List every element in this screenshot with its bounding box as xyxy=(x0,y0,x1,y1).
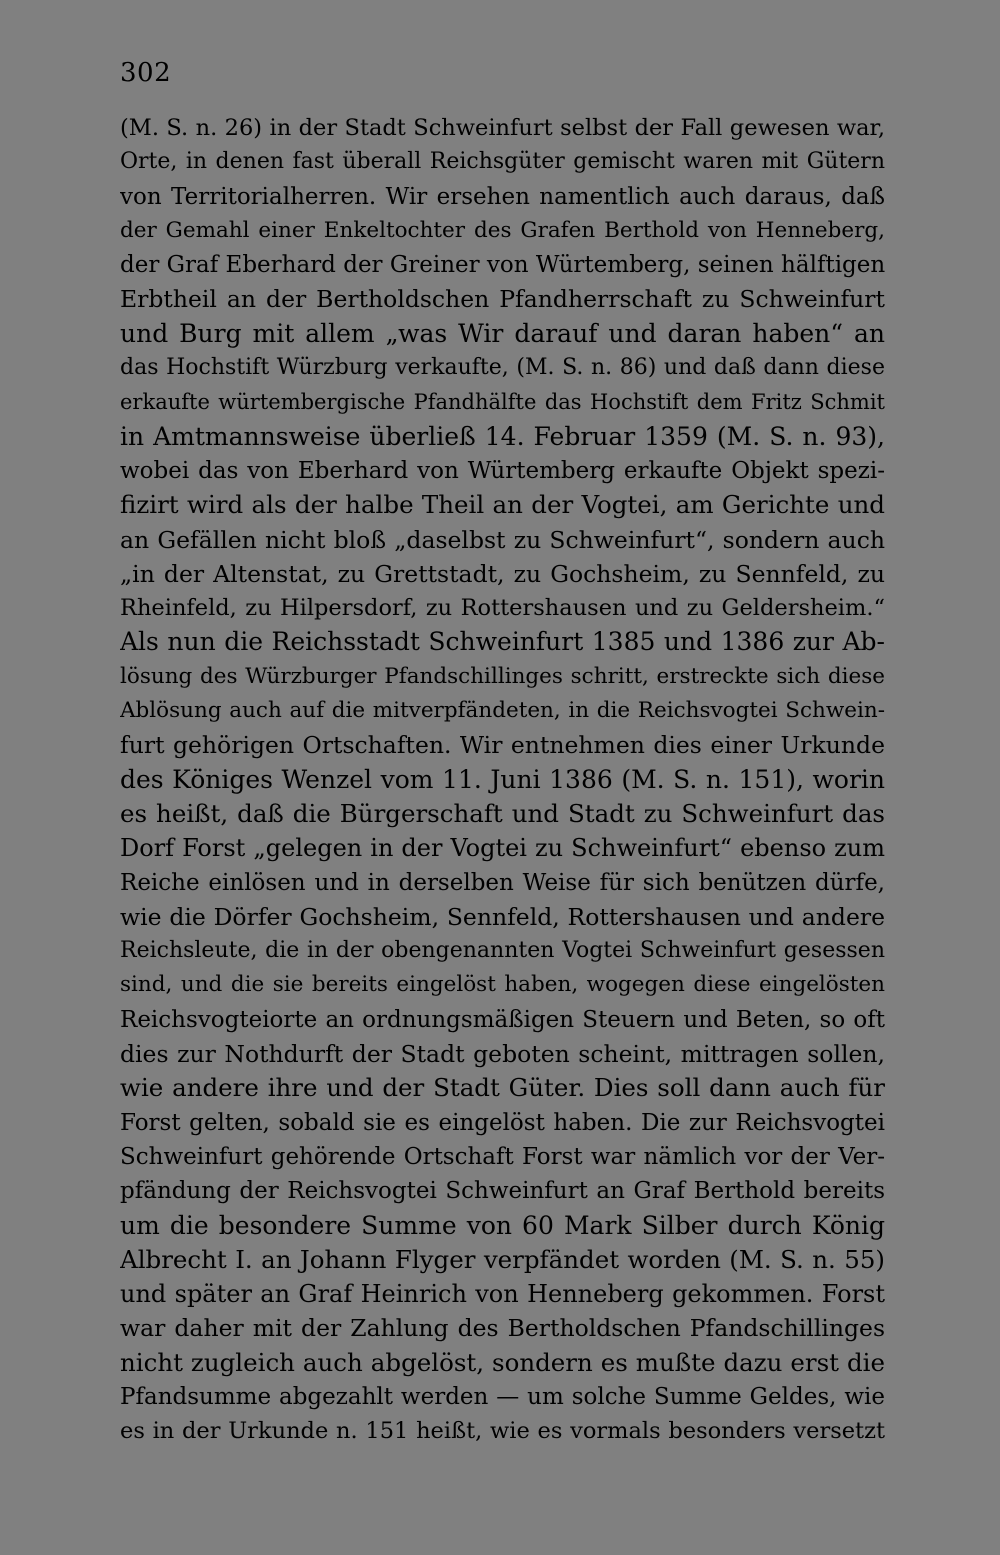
text-line: Orte, in denen fast überall Reichsgüter gemischt waren mit Gütern xyxy=(120,149,885,175)
text-line: dies zur Nothdurft der Stadt geboten scheint, mittragen sollen, xyxy=(120,1040,885,1069)
text-line: wie die Dörfer Gochsheim, Sennfeld, Rottershausen und andere xyxy=(120,902,885,931)
text-line: war daher mit der Zahlung des Bertholdschen Pfandschillinges xyxy=(120,1314,885,1343)
text-line: „in der Altenstat, zu Grettstadt, zu Gochsheim, zu Sennfeld, zu xyxy=(120,559,885,588)
text-line: von Territorialherren. Wir ersehen namentlich auch daraus, daß xyxy=(120,183,885,210)
text-line: an Gefällen nicht bloß „daselbst zu Schweinfurt“, sondern auch xyxy=(120,525,885,554)
text-line: lösung des Würzburger Pfandschillinges schritt, erstreckte sich diese xyxy=(120,663,885,689)
text-line: Reichsvogteiorte an ordnungsmäßigen Steuern und Beten, so oft xyxy=(120,1006,885,1033)
text-line: Erbtheil an der Bertholdschen Pfandherrschaft zu Schweinfurt xyxy=(120,285,885,314)
text-line: es in der Urkunde n. 151 heißt, wie es vormals besonders versetzt xyxy=(120,1418,885,1445)
text-line: sind, und die sie bereits eingelöst haben, wogegen diese eingelösten xyxy=(120,972,885,998)
page-number: 302 xyxy=(120,58,172,88)
text-line: Ablösung auch auf die mitverpfändeten, in die Reichsvogtei Schwein- xyxy=(120,698,885,724)
text-line: das Hochstift Würzburg verkaufte, (M. S. n. 86) und daß dann diese xyxy=(120,355,885,381)
text-line: wobei das von Eberhard von Würtemberg erkaufte Objekt spezi- xyxy=(120,457,885,484)
text-line: Dorf Forst „gelegen in der Vogtei zu Schweinfurt“ ebenso zum xyxy=(120,834,885,863)
text-line: um die besondere Summe von 60 Mark Silber durch König xyxy=(120,1210,885,1240)
text-line: nicht zugleich auch abgelöst, sondern es mußte dazu erst die xyxy=(120,1347,885,1377)
text-line: Pfandsumme abgezahlt werden — um solche Summe Geldes, wie xyxy=(120,1383,885,1410)
text-line: der Gemahl einer Enkeltochter des Grafen Berthold von Henneberg, xyxy=(120,217,885,243)
body-text xyxy=(120,111,885,1449)
text-line: in Amtmannsweise überließ 14. Februar 1359 (M. S. n. 93), xyxy=(120,421,885,451)
text-line: Forst gelten, sobald sie es eingelöst haben. Die zur Reichsvogtei xyxy=(120,1109,885,1136)
text-line: furt gehörigen Ortschaften. Wir entnehmen dies einer Urkunde xyxy=(120,731,885,760)
text-line: es heißt, daß die Bürgerschaft und Stadt zu Schweinfurt das xyxy=(120,798,885,828)
text-line: des Königes Wenzel vom 11. Juni 1386 (M. S. n. 151), worin xyxy=(120,764,885,794)
text-line: und später an Graf Heinrich von Henneberg gekommen. Forst xyxy=(120,1280,885,1309)
text-line: Reichsleute, die in der obengenannten Vogtei Schweinfurt gesessen xyxy=(120,938,885,964)
text-line: Schweinfurt gehörende Ortschaft Forst war nämlich vor der Ver- xyxy=(120,1143,885,1170)
text-line: Albrecht I. an Johann Flyger verpfändet worden (M. S. n. 55) xyxy=(120,1244,885,1274)
text-line: der Graf Eberhard der Greiner von Würtemberg, seinen hälftigen xyxy=(120,252,885,279)
text-line: Rheinfeld, zu Hilpersdorf, zu Rottershausen und zu Geldersheim.“ xyxy=(120,595,885,622)
text-line: erkaufte würtembergische Pfandhälfte das Hochstift dem Fritz Schmit xyxy=(120,390,885,415)
text-line: pfändung der Reichsvogtei Schweinfurt an Graf Berthold bereits xyxy=(120,1178,885,1205)
text-line: (M. S. n. 26) in der Stadt Schweinfurt selbst der Fall gewesen war, xyxy=(120,115,885,141)
text-line: und Burg mit allem „was Wir darauf und daran haben“ an xyxy=(120,318,885,348)
text-line: Reiche einlösen und in derselben Weise für sich benützen dürfe, xyxy=(120,869,885,896)
text-line: Als nun die Reichsstadt Schweinfurt 1385 und 1386 zur Ab- xyxy=(120,627,885,657)
text-line: wie andere ihre und der Stadt Güter. Dies soll dann auch für xyxy=(120,1073,885,1103)
text-line: fizirt wird als der halbe Theil an der Vogtei, am Gerichte und xyxy=(120,490,885,520)
